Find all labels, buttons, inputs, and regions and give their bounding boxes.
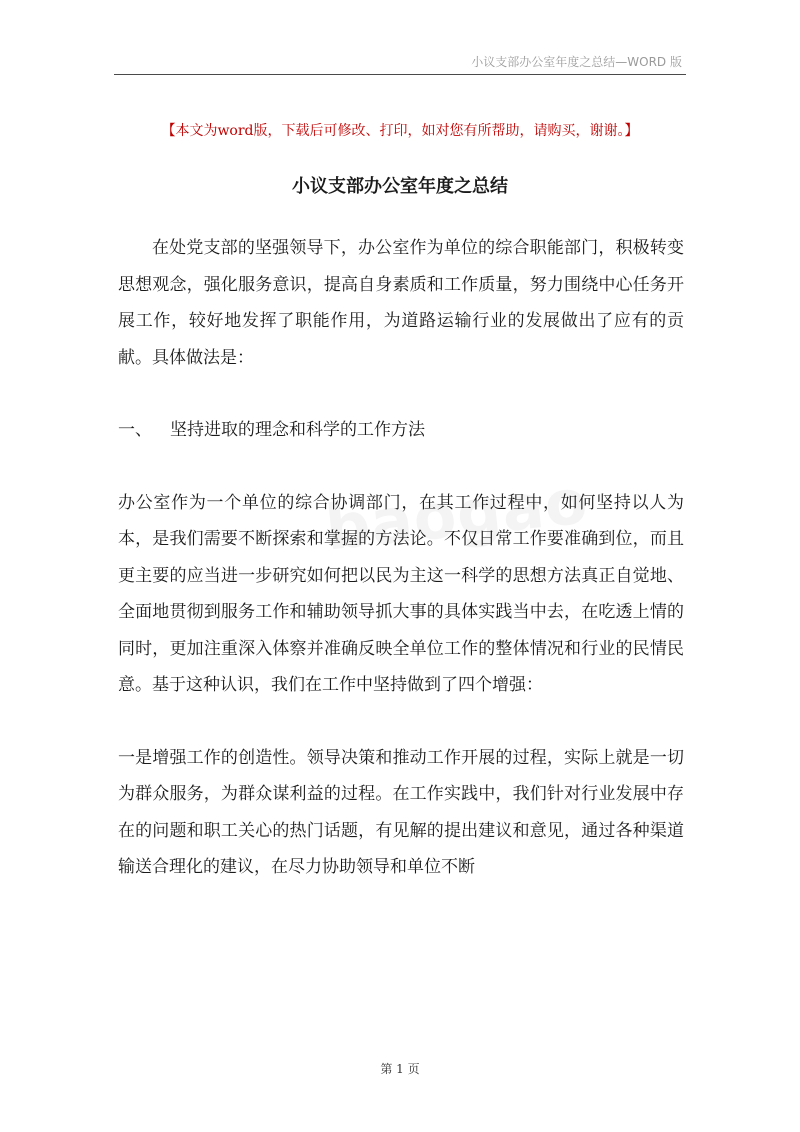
- point-paragraph: 一是增强工作的创造性。领导决策和推动工作开展的过程，实际上就是一切为群众服务，为群众谋利益的过程。在工作实践中，我们针对行业发展中存在的问题和职工关心的热门话题，有见解的提出建议和意见，通过各种渠道输送合理化的建议，在尽力协助领导和单位不断: [118, 747, 684, 877]
- spacer: [118, 704, 684, 740]
- spacer: [118, 376, 684, 412]
- intro-paragraph: 在处党支部的坚强领导下，办公室作为单位的综合职能部门，积极转变思想观念，强化服务意识，提高自身素质和工作质量，努力围绕中心任务开展工作，较好地发挥了职能作用，为道路运输行业的发展做出了应有的贡献。具体做法是：: [118, 238, 684, 368]
- section-heading-text: 坚持进取的理念和科学的工作方法: [170, 420, 425, 440]
- header-rule: [114, 74, 686, 75]
- section-number: 一、: [118, 420, 152, 440]
- document-title: 小议支部办公室年度之总结: [292, 176, 508, 197]
- purchase-notice: 【本文为word版，下载后可修改、打印，如对您有所帮助，请购买，谢谢。】: [161, 123, 639, 139]
- section-paragraph: 办公室作为一个单位的综合协调部门，在其工作过程中，如何坚持以人为本，是我们需要不断探索和掌握的方法论。不仅日常工作要准确到位，而且更主要的应当进一步研究如何把以民为主这一科学的思想方法真正自觉地、全面地贯彻到服务工作和辅助领导抓大事的具体实践当中去，在吃透上情的同时，更加注重深入体察并准确反映全单位工作的整体情况和行业的民情民意。基于这种认识，我们在工作中坚持做到了四个增强：: [118, 492, 684, 695]
- running-header: 小议支部办公室年度之总结—WORD 版: [471, 55, 682, 69]
- spacer: [118, 449, 684, 485]
- page-number: 第 1 页: [380, 1062, 420, 1076]
- document-body: [118, 230, 684, 886]
- section-heading: [118, 412, 684, 449]
